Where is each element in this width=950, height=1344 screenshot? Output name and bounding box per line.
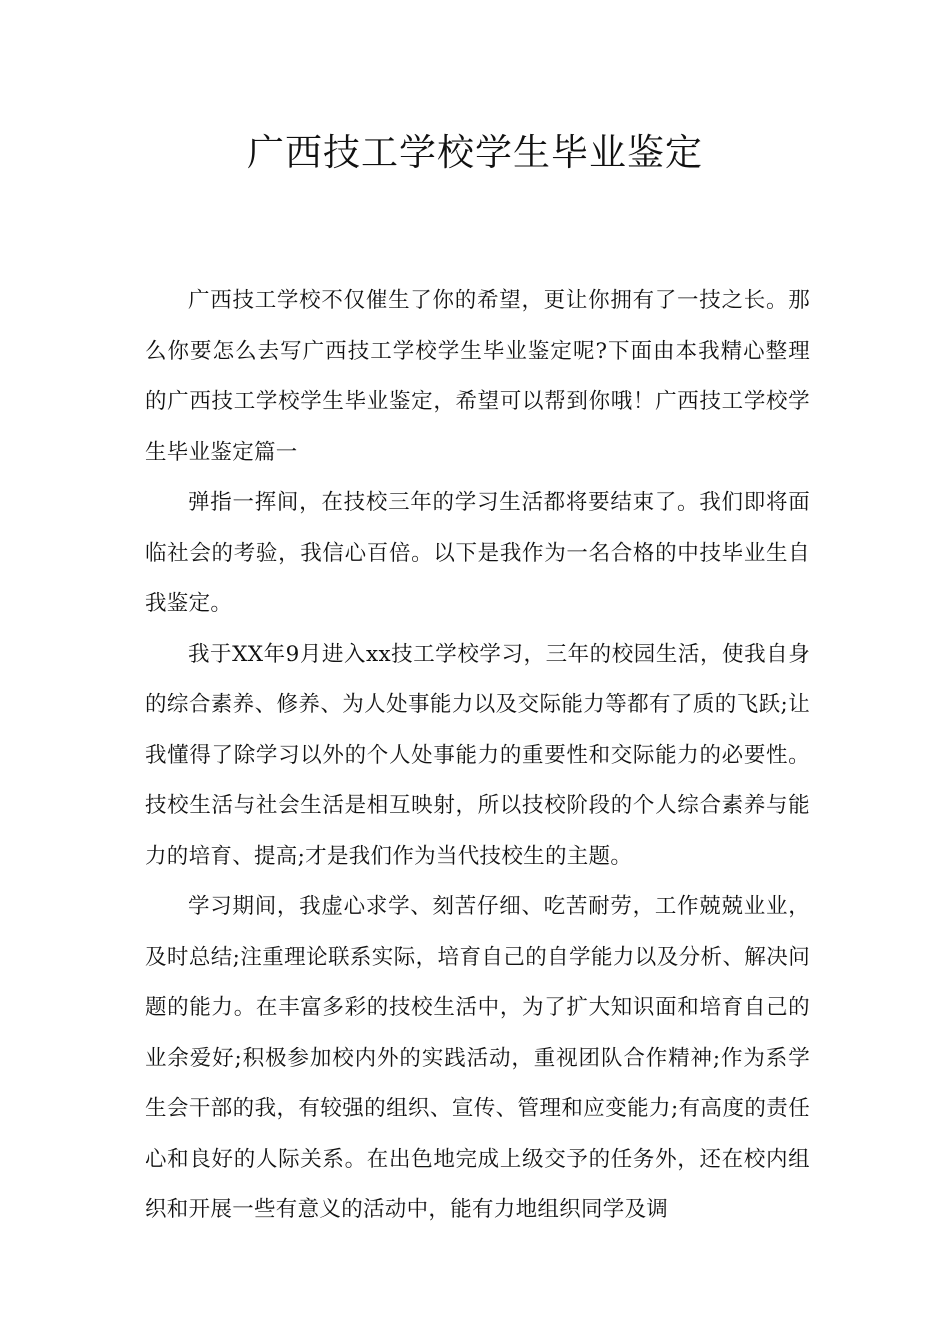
paragraph-opening: 弹指一挥间，在技校三年的学习生活都将要结束了。我们即将面临社会的考验，我信心百倍。以下是我作为一名合格的中技毕业生自我鉴定。 (145, 490, 810, 616)
paragraph-school-life: 我于XX年9月进入xx技工学校学习，三年的校园生活，使我自身的综合素养、修养、为人处事能力以及交际能力等都有了质的飞跃;让我懂得了除学习以外的个人处事能力的重要性和交际能力的必要性。技校生活与社会生活是相互映射，所以技校阶段的个人综合素养与能力的培育、提高;才是我们作为当代技校生的主题。 (145, 641, 810, 869)
paragraph-intro: 广西技工学校不仅催生了你的希望，更让你拥有了一技之长。那么你要怎么去写广西技工学校学生毕业鉴定呢?下面由本我精心整理的广西技工学校学生毕业鉴定，希望可以帮到你哦！广西技工学校学生毕业鉴定篇一 (145, 288, 810, 465)
paragraph-study-period: 学习期间，我虚心求学、刻苦仔细、吃苦耐劳，工作兢兢业业，及时总结;注重理论联系实际，培育自己的自学能力以及分析、解决问题的能力。在丰富多彩的技校生活中，为了扩大知识面和培育自己的业余爱好;积极参加校内外的实践活动，重视团队合作精神;作为系学生会干部的我，有较强的组织、宣传、管理和应变能力;有高度的责任心和良好的人际关系。在出色地完成上级交予的任务外，还在校内组织和开展一些有意义的活动中，能有力地组织同学及调 (145, 894, 810, 1222)
document-title: 广西技工学校学生毕业鉴定 (247, 131, 703, 174)
document-body (145, 276, 810, 1236)
